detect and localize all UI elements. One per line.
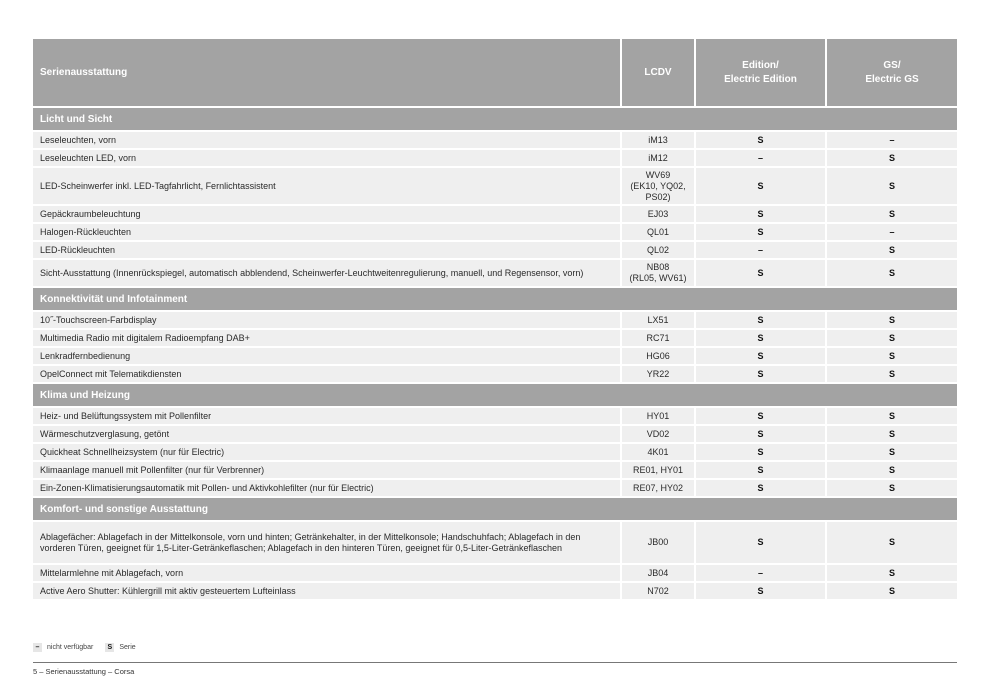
gs-availability: S xyxy=(826,521,957,564)
table-row xyxy=(33,259,957,287)
gs-availability: S xyxy=(826,582,957,600)
section-title: Komfort- und sonstige Ausstattung xyxy=(33,497,957,521)
lcdv-code xyxy=(621,461,695,479)
lcdv-code xyxy=(621,149,695,167)
lcdv-code-line: QL01 xyxy=(646,226,670,237)
lcdv-code xyxy=(621,521,695,564)
header-edition-line1: Edition/ xyxy=(742,59,779,71)
legend-s-box: S xyxy=(105,643,114,652)
gs-availability: S xyxy=(826,425,957,443)
lcdv-code-line: RE07, HY02 xyxy=(632,482,684,493)
section-title: Klima und Heizung xyxy=(33,383,957,407)
table-row xyxy=(33,564,957,582)
edition-availability: S xyxy=(695,329,826,347)
lcdv-code xyxy=(621,564,695,582)
lcdv-code-line: VD02 xyxy=(646,428,670,439)
lcdv-code-line: N702 xyxy=(647,585,669,596)
edition-availability: – xyxy=(695,241,826,259)
edition-availability: S xyxy=(695,205,826,223)
gs-availability: S xyxy=(826,347,957,365)
feature-name: OpelConnect mit Telematikdiensten xyxy=(33,365,621,383)
lcdv-code xyxy=(621,407,695,425)
lcdv-code-line: QL02 xyxy=(646,244,670,255)
edition-availability: S xyxy=(695,259,826,287)
feature-name: Ein-Zonen-Klimatisierungsautomatik mit Pollen- und Aktivkohlefilter (nur für Electric) xyxy=(33,479,621,497)
header-gs-line2: Electric GS xyxy=(865,73,919,85)
table-row xyxy=(33,443,957,461)
table-row xyxy=(33,479,957,497)
feature-name: Mittelarmlehne mit Ablagefach, vorn xyxy=(33,564,621,582)
gs-availability: S xyxy=(826,311,957,329)
table-row xyxy=(33,223,957,241)
legend-dash-box: – xyxy=(33,643,42,652)
feature-name: Gepäckraumbeleuchtung xyxy=(33,205,621,223)
gs-availability: S xyxy=(826,365,957,383)
table-row xyxy=(33,521,957,564)
edition-availability: S xyxy=(695,461,826,479)
edition-availability: – xyxy=(695,149,826,167)
feature-name: Leseleuchten LED, vorn xyxy=(33,149,621,167)
table-row xyxy=(33,425,957,443)
lcdv-code xyxy=(621,241,695,259)
feature-name: Active Aero Shutter: Kühlergrill mit aktiv gesteuertem Lufteinlass xyxy=(33,582,621,600)
gs-availability: – xyxy=(826,131,957,149)
lcdv-code xyxy=(621,329,695,347)
header-edition-line2: Electric Edition xyxy=(724,73,797,85)
gs-availability: S xyxy=(826,564,957,582)
header-gs-line1: GS/ xyxy=(883,59,901,71)
lcdv-code-line: JB04 xyxy=(647,567,669,578)
lcdv-code xyxy=(621,311,695,329)
footer-page-label: 5 – Serienausstattung – Corsa xyxy=(33,667,135,676)
lcdv-code xyxy=(621,347,695,365)
gs-availability: S xyxy=(826,479,957,497)
table-row xyxy=(33,407,957,425)
edition-availability: S xyxy=(695,167,826,205)
edition-availability: S xyxy=(695,582,826,600)
lcdv-code-line: PS02) xyxy=(645,191,671,202)
gs-availability: S xyxy=(826,407,957,425)
section-header-row xyxy=(33,107,957,131)
header-serienausstattung: Serienausstattung xyxy=(33,39,621,107)
header-gs xyxy=(826,39,957,107)
feature-name: Sicht-Ausstattung (Innenrückspiegel, automatisch abblendend, Scheinwerfer-Leuchtweitenregulierung, manuell, und Regensensor, vorn) xyxy=(33,259,621,287)
gs-availability: S xyxy=(826,443,957,461)
lcdv-code-line: 4K01 xyxy=(647,446,669,457)
edition-availability: S xyxy=(695,131,826,149)
feature-name: Halogen-Rückleuchten xyxy=(33,223,621,241)
table-row xyxy=(33,582,957,600)
gs-availability: S xyxy=(826,241,957,259)
lcdv-code-line: iM13 xyxy=(648,134,668,145)
feature-name: LED-Scheinwerfer inkl. LED-Tagfahrlicht, Fernlichtassistent xyxy=(33,167,621,205)
lcdv-code-line: (RL05, WV61) xyxy=(629,273,687,283)
lcdv-code xyxy=(621,582,695,600)
edition-availability: S xyxy=(695,311,826,329)
lcdv-code xyxy=(621,167,695,205)
section-title: Konnektivität und Infotainment xyxy=(33,287,957,311)
lcdv-code-line: HG06 xyxy=(646,350,670,361)
lcdv-code-line: WV69 xyxy=(645,169,671,180)
edition-availability: S xyxy=(695,347,826,365)
feature-name: Wärmeschutzverglasung, getönt xyxy=(33,425,621,443)
feature-name: 10˝-Touchscreen-Farbdisplay xyxy=(33,311,621,329)
section-header-row xyxy=(33,383,957,407)
lcdv-code-line: iM12 xyxy=(648,152,668,163)
table-row xyxy=(33,329,957,347)
lcdv-code xyxy=(621,223,695,241)
header-lcdv: LCDV xyxy=(621,39,695,107)
feature-name: Lenkradfernbedienung xyxy=(33,347,621,365)
lcdv-code-line: (EK10, YQ02, xyxy=(630,180,686,191)
feature-name: Quickheat Schnellheizsystem (nur für Electric) xyxy=(33,443,621,461)
edition-availability: S xyxy=(695,425,826,443)
feature-name: Leseleuchten, vorn xyxy=(33,131,621,149)
footer-divider xyxy=(33,662,957,663)
table-row xyxy=(33,167,957,205)
equipment-table xyxy=(33,39,957,601)
lcdv-code-line: YR22 xyxy=(646,368,670,379)
lcdv-code-line: EJ03 xyxy=(647,208,669,219)
edition-availability: S xyxy=(695,443,826,461)
table-row xyxy=(33,241,957,259)
legend-dash-text: nicht verfügbar xyxy=(47,644,94,651)
edition-availability: – xyxy=(695,564,826,582)
lcdv-code-line: HY01 xyxy=(646,410,670,421)
gs-availability: S xyxy=(826,259,957,287)
lcdv-code xyxy=(621,205,695,223)
lcdv-code xyxy=(621,131,695,149)
table-row xyxy=(33,461,957,479)
edition-availability: S xyxy=(695,223,826,241)
edition-availability: S xyxy=(695,521,826,564)
feature-name: Multimedia Radio mit digitalem Radioempfang DAB+ xyxy=(33,329,621,347)
edition-availability: S xyxy=(695,407,826,425)
header-edition xyxy=(695,39,826,107)
table-row xyxy=(33,131,957,149)
feature-name: Klimaanlage manuell mit Pollenfilter (nur für Verbrenner) xyxy=(33,461,621,479)
lcdv-code xyxy=(621,365,695,383)
lcdv-code xyxy=(621,425,695,443)
table-row xyxy=(33,311,957,329)
table-row xyxy=(33,149,957,167)
edition-availability: S xyxy=(695,365,826,383)
gs-availability: – xyxy=(826,223,957,241)
lcdv-code-line: LX51 xyxy=(647,314,669,325)
lcdv-code-line: RE01, HY01 xyxy=(632,464,684,475)
table-row xyxy=(33,347,957,365)
gs-availability: S xyxy=(826,149,957,167)
table-row xyxy=(33,365,957,383)
section-title: Licht und Sicht xyxy=(33,107,957,131)
feature-name: LED-Rückleuchten xyxy=(33,241,621,259)
lcdv-code xyxy=(621,259,695,287)
section-header-row xyxy=(33,287,957,311)
legend xyxy=(33,643,148,652)
lcdv-code-line: RC71 xyxy=(646,332,670,343)
lcdv-code xyxy=(621,443,695,461)
table-body xyxy=(33,107,957,600)
section-header-row xyxy=(33,497,957,521)
gs-availability: S xyxy=(826,461,957,479)
table-row xyxy=(33,205,957,223)
lcdv-code-line: JB00 xyxy=(647,537,669,547)
feature-name: Heiz- und Belüftungssystem mit Pollenfilter xyxy=(33,407,621,425)
legend-s-text: Serie xyxy=(119,644,136,651)
edition-availability: S xyxy=(695,479,826,497)
gs-availability: S xyxy=(826,329,957,347)
feature-name: Ablagefächer: Ablagefach in der Mittelkonsole, vorn und hinten; Getränkehalter, in der Mittelkonsole; Handschuhfach; Ablagefach in den vorderen Türen, geeignet für 1,5-Liter-Getränkeflaschen; Ablagefach in den hinteren Türen, geeignet für 0,5-Liter-Getränkeflaschen xyxy=(33,521,621,564)
table-header-row xyxy=(33,39,957,107)
lcdv-code xyxy=(621,479,695,497)
gs-availability: S xyxy=(826,167,957,205)
gs-availability: S xyxy=(826,205,957,223)
lcdv-code-line: NB08 xyxy=(646,262,670,272)
